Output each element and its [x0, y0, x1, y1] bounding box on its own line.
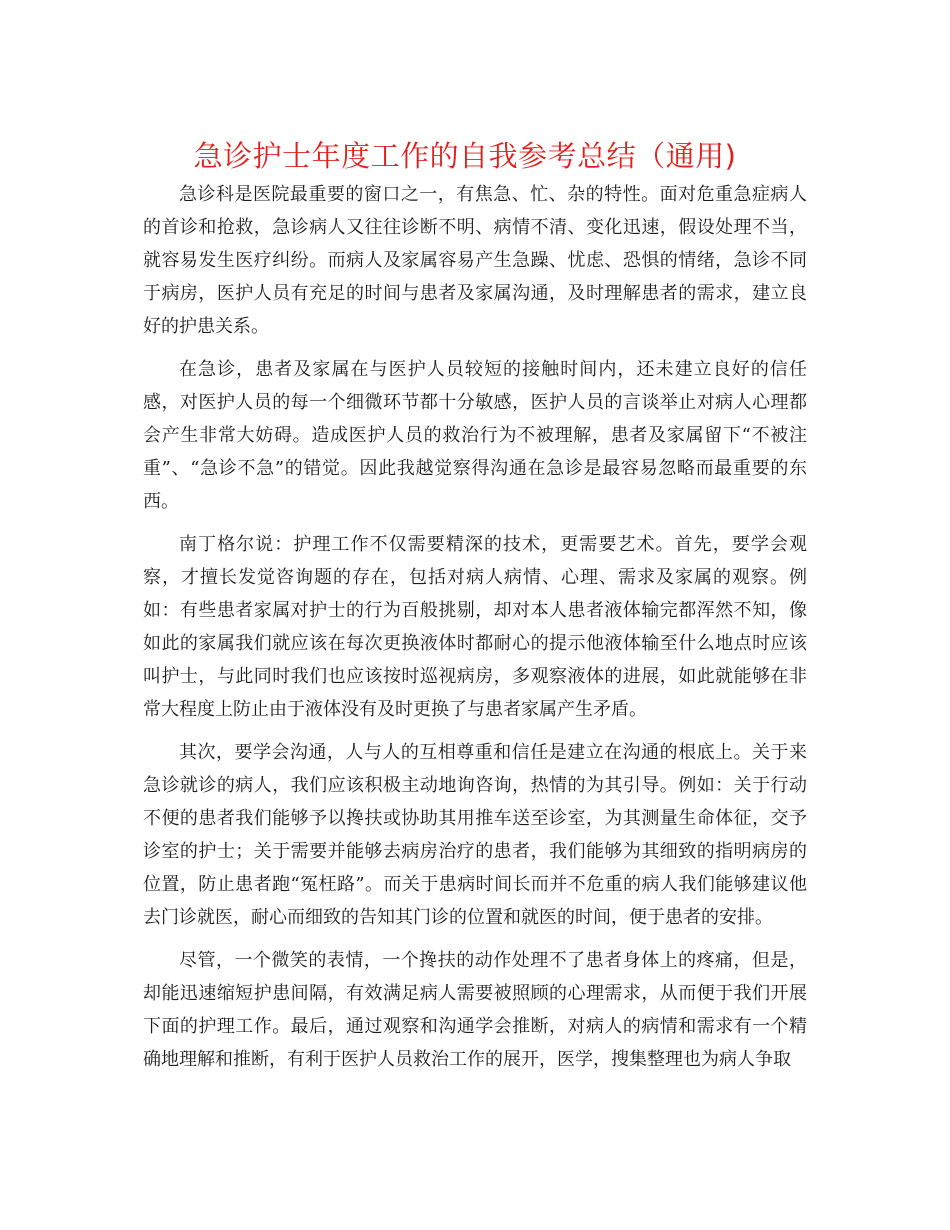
paragraph-3: 南丁格尔说：护理工作不仅需要精深的技术，更需要艺术。首先，要学会观察，才擅长发觉咨询题的存在，包括对病人病情、心理、需求及家属的观察。例如：有些患者家属对护士的行为百般挑剔，却对本人患者液体输完都浑然不知，像如此的家属我们就应该在每次更换液体时都耐心的提示他液体输至什么地点时应该叫护士，与此同时我们也应该按时巡视病房，多观察液体的进展，如此就能够在非常大程度上防止由于液体没有及时更换了与患者家属产生矛盾。: [143, 534, 807, 720]
paragraph-2: 在急诊，患者及家属在与医护人员较短的接触时间内，还未建立良好的信任感，对医护人员的每一个细微环节都十分敏感，医护人员的言谈举止对病人心理都会产生非常大妨碍。造成医护人员的救治行为不被理解，患者及家属留下“不被注重”、“急诊不急”的错觉。因此我越觉察得沟通在急诊是最容易忽略而最重要的东西。: [143, 359, 807, 512]
paragraph-5: 尽管，一个微笑的表情，一个搀扶的动作处理不了患者身体上的疼痛，但是，却能迅速缩短护患间隔，有效满足病人需要被照顾的心理需求，从而便于我们开展下面的护理工作。最后，通过观察和沟通学会推断，对病人的病情和需求有一个精确地理解和推断，有利于医护人员救治工作的展开，医学，搜集整理也为病人争取: [143, 950, 807, 1070]
paragraph-1: 急诊科是医院最重要的窗口之一，有焦急、忙、杂的特性。面对危重急症病人的首诊和抢救，急诊病人又往往诊断不明、病情不清、变化迅速，假设处理不当，就容易发生医疗纠纷。而病人及家属容易产生急躁、忧虑、恐惧的情绪，急诊不同于病房，医护人员有充足的时间与患者及家属沟通，及时理解患者的需求，建立良好的护患关系。: [143, 184, 807, 337]
document-title: 急诊护士年度工作的自我参考总结（通用): [193, 139, 737, 173]
document-body: [143, 178, 807, 1086]
paragraph-4: 其次，要学会沟通，人与人的互相尊重和信任是建立在沟通的根底上。关于来急诊就诊的病人，我们应该积极主动地询咨询，热情的为其引导。例如：关于行动不便的患者我们能够予以搀扶或协助其用推车送至诊室，为其测量生命体征，交予诊室的护士；关于需要并能够去病房治疗的患者，我们能够为其细致的指明病房的位置，防止患者跑“冤枉路”。而关于患病时间长而并不危重的病人我们能够建议他去门诊就医，耐心而细致的告知其门诊的位置和就医的时间，便于患者的安排。: [143, 742, 807, 928]
